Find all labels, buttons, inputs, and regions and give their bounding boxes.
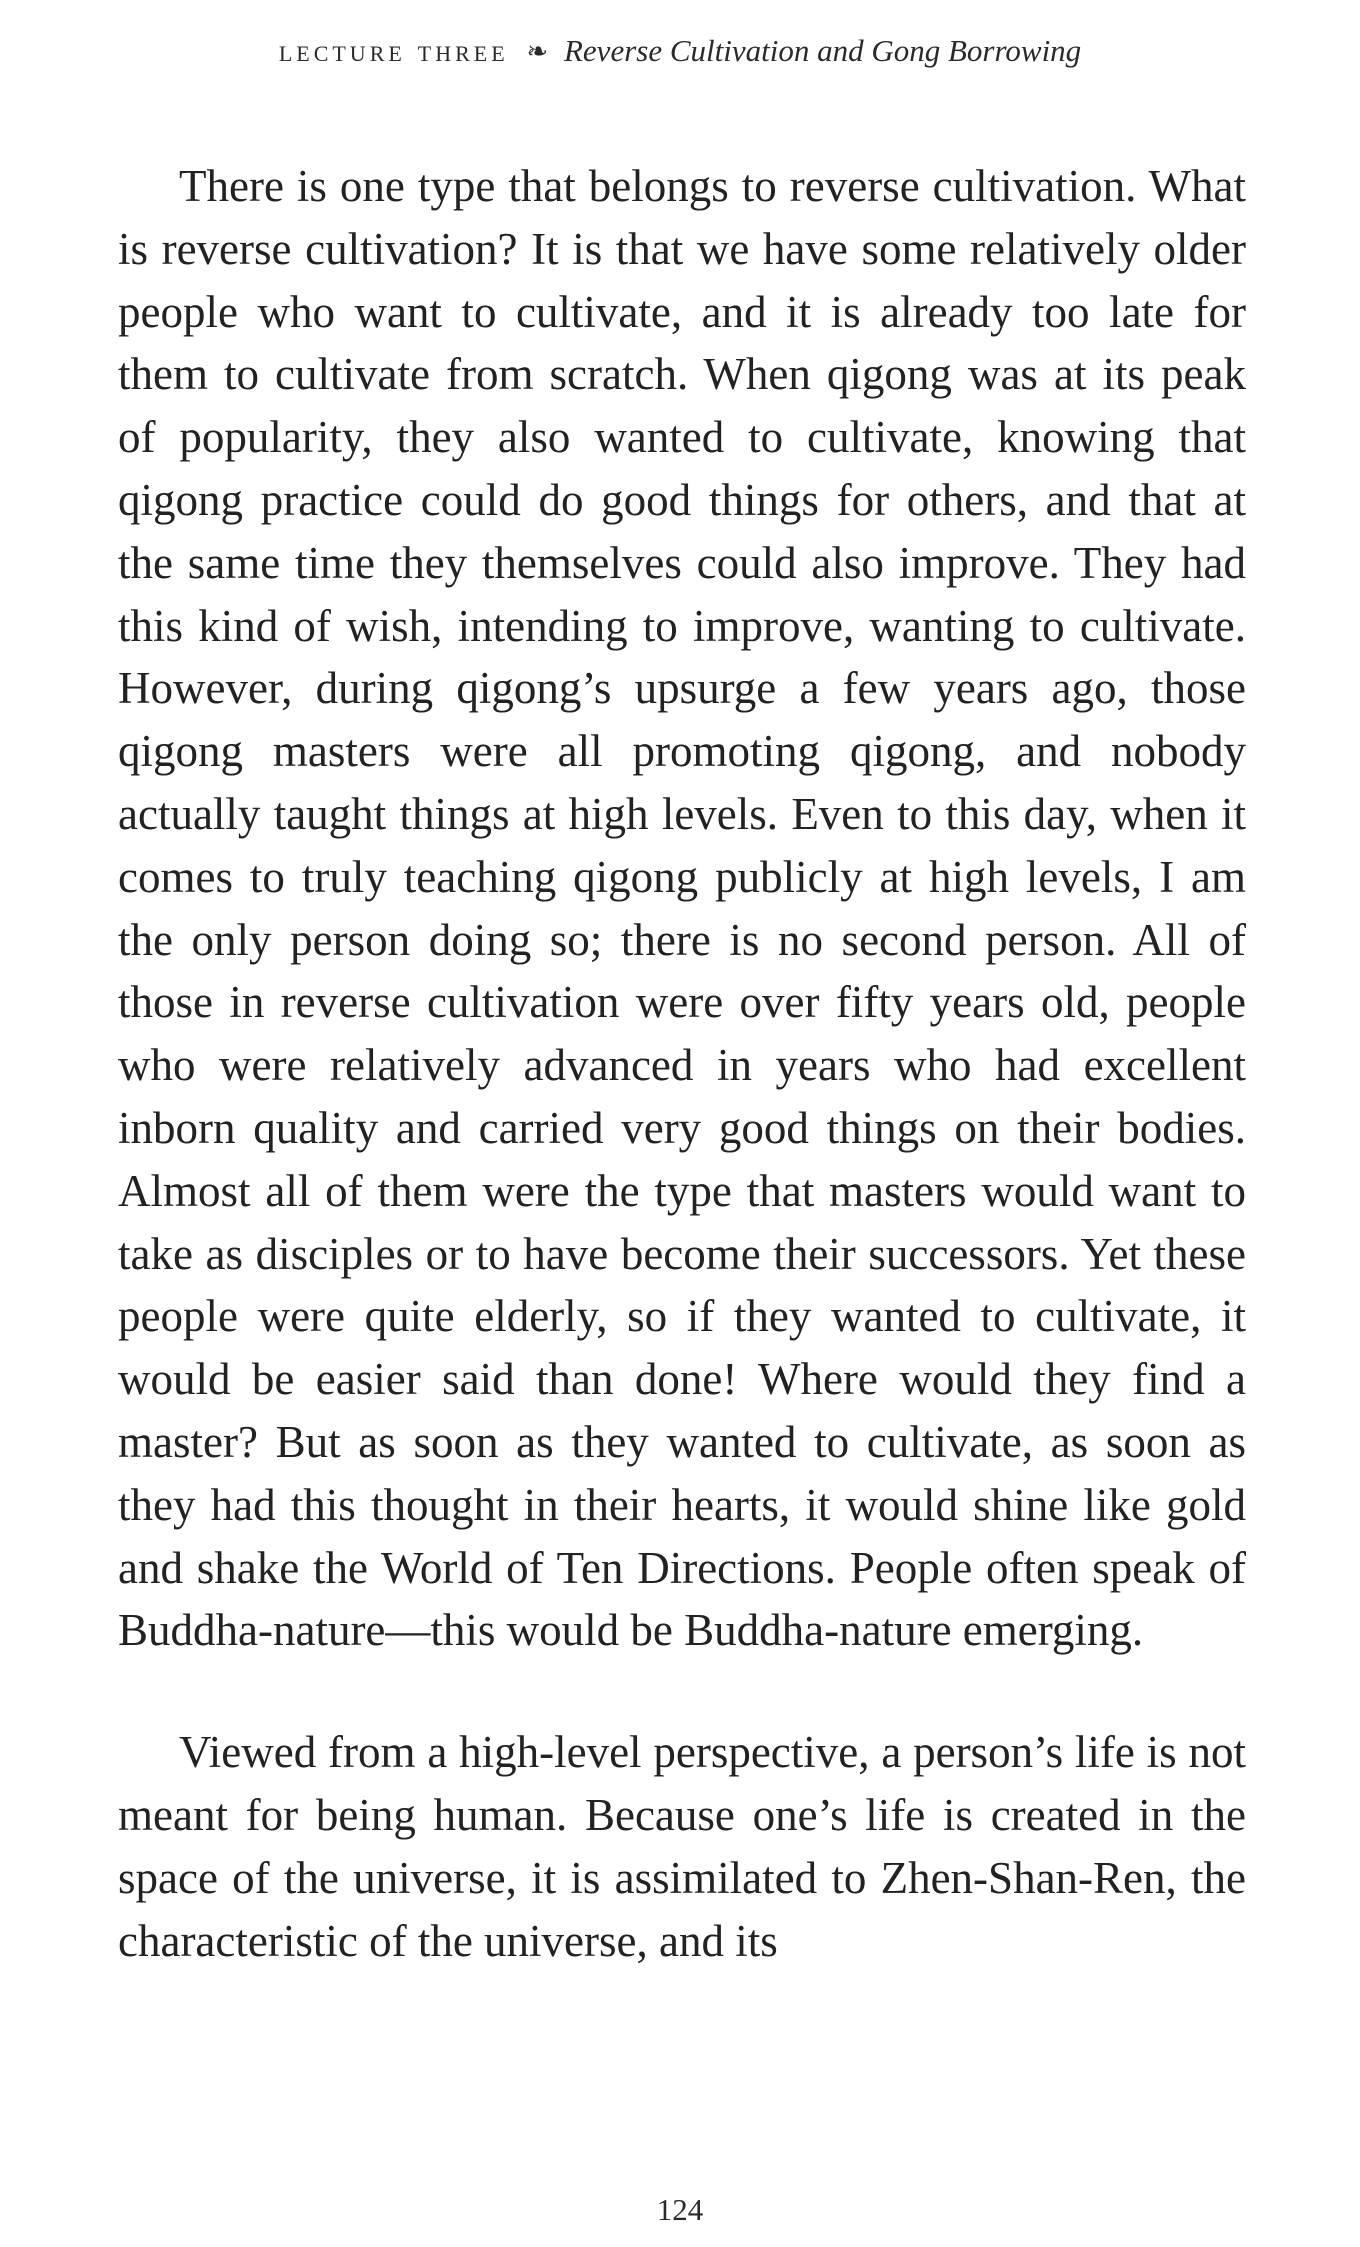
paragraph-high-level-perspective: Viewed from a high-level perspective, a person’s life is not meant for being human. Because one’s life is created in the space of the universe, it is assimilated to Zhen-Shan-Ren, the characteristic of the universe, and its — [118, 1727, 1246, 1966]
paragraph-reverse-cultivation: There is one type that belongs to reverse cultivation. What is reverse cultivation? It is that we have some relatively older people who want to cultivate, and it is already too late for them to cultivate from scratch. When qigong was at its peak of popularity, they also wanted to cultivate, knowing that qigong practice could do good things for others, and that at the same time they themselves could also improve. They had this kind of wish, intending to improve, wanting to cultivate. However, during qigong’s upsurge a few years ago, those qigong masters were all promoting qigong, and nobody actually taught things at high levels. Even to this day, when it comes to truly teaching qigong publicly at high levels, I am the only person doing so; there is no second person. All of those in reverse cultivation were over fifty years old, people who were relatively advanced in years who had excellent inborn quality and carried very good things on their bodies. Almost all of them were the type that masters would want to take as disciples or to have become their successors. Yet these people were quite elderly, so if they wanted to cultivate, it would be easier said than done! Where would they find a master? But as soon as they wanted to cultivate, as soon as they had this thought in their hearts, it would shine like gold and shake the World of Ten Directions. People often speak of Buddha-nature—this would be Buddha-nature emerging. — [118, 161, 1246, 1656]
page-number: 124 — [656, 2192, 704, 2227]
fleuron-ornament-icon: ❧ — [526, 37, 549, 66]
body-text — [118, 155, 1246, 1972]
running-head-title: Reverse Cultivation and Gong Borrowing — [563, 33, 1082, 68]
running-head-chapter: lecture three — [278, 32, 509, 68]
running-head — [0, 30, 1360, 72]
